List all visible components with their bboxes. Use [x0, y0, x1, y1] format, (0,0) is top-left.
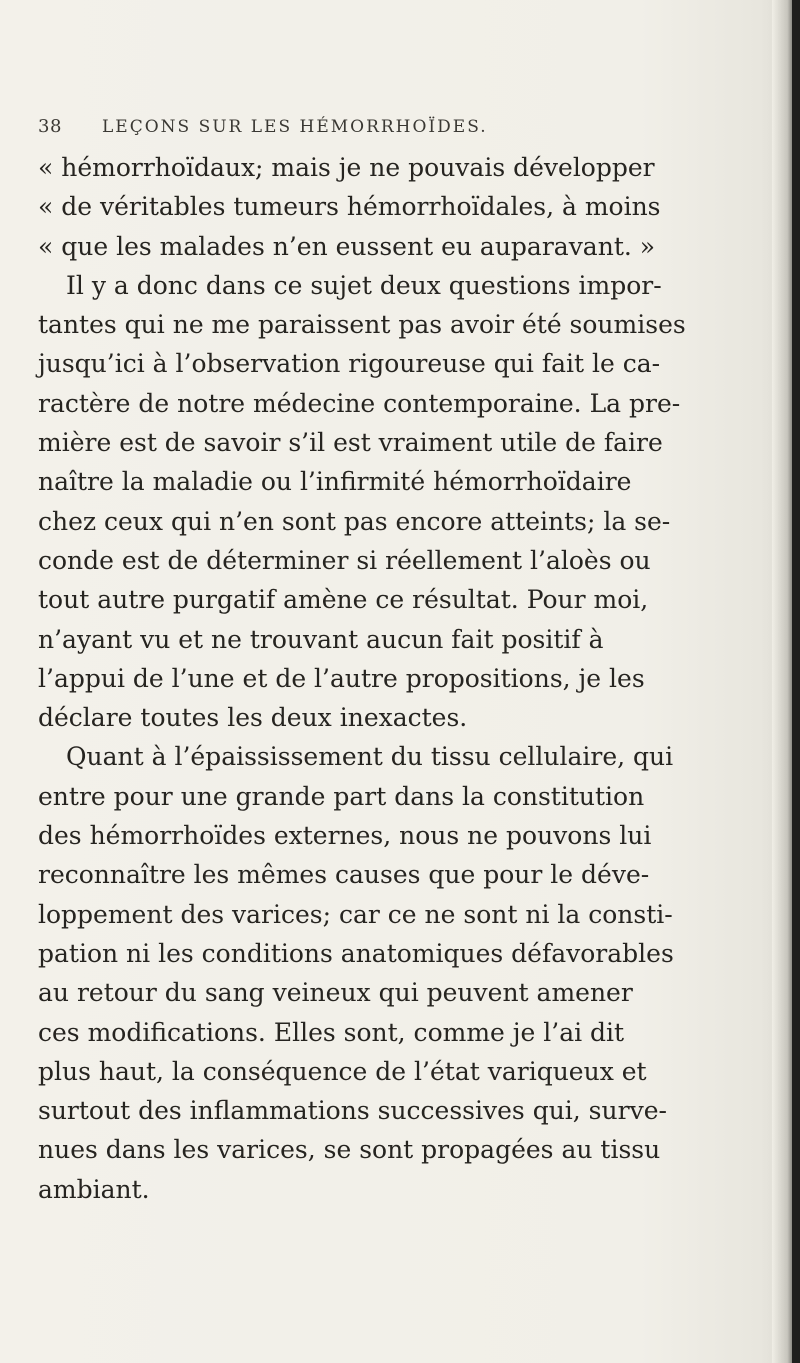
text-line: « hémorrhoïdaux; mais je ne pouvais développer	[38, 153, 655, 182]
text-line: Il y a donc dans ce sujet deux questions impor-	[66, 270, 662, 300]
text-line: « de véritables tumeurs hémorrhoïdales, à moins	[38, 192, 661, 222]
page-number: 38	[38, 116, 62, 137]
running-head	[38, 116, 758, 146]
text-line: reconnaître les mêmes causes que pour le déve-	[38, 860, 650, 890]
text-line: « que les malades n’en eussent eu auparavant. »	[38, 231, 656, 261]
paragraph	[38, 148, 758, 266]
book-spine-shadow	[772, 0, 800, 1363]
text-line: l’appui de l’une et de l’autre propositions, je les	[38, 663, 645, 693]
text-line: pation ni les conditions anatomiques défavorables	[38, 938, 674, 968]
text-line: ractère de notre médecine contemporaine. La pre-	[38, 388, 681, 418]
text-line: naître la maladie ou l’infirmité hémorrhoïdaire	[38, 467, 632, 497]
text-line: nues dans les varices, se sont propagées au tissu	[38, 1135, 661, 1165]
text-line: ambiant.	[38, 1174, 150, 1204]
book-spine-edge	[792, 0, 800, 1363]
text-line: Quant à l’épaississement du tissu cellulaire, qui	[66, 742, 674, 772]
text-line: n’ayant vu et ne trouvant aucun fait positif à	[38, 624, 604, 654]
page-content	[38, 116, 758, 1209]
text-line: déclare toutes les deux inexactes.	[38, 703, 468, 733]
text-line: jusqu’ici à l’observation rigoureuse qui fait le ca-	[38, 349, 661, 379]
running-title: LEÇONS SUR LES HÉMORRHOÏDES.	[102, 117, 488, 137]
text-line: entre pour une grande part dans la constitution	[38, 781, 645, 811]
text-line: des hémorrhoïdes externes, nous ne pouvons lui	[38, 821, 652, 851]
paragraph	[38, 737, 758, 1209]
text-line: loppement des varices; car ce ne sont ni la consti-	[38, 899, 673, 929]
text-line: au retour du sang veineux qui peuvent amener	[38, 978, 633, 1008]
text-line: mière est de savoir s’il est vraiment utile de faire	[38, 428, 663, 458]
body-text	[38, 148, 758, 1209]
text-line: surtout des inflammations successives qui, surve-	[38, 1096, 667, 1126]
text-line: chez ceux qui n’en sont pas encore atteints; la se-	[38, 506, 671, 536]
text-line: tout autre purgatif amène ce résultat. Pour moi,	[38, 585, 649, 615]
text-line: conde est de déterminer si réellement l’aloès ou	[38, 545, 651, 575]
text-line: tantes qui ne me paraissent pas avoir été soumises	[38, 310, 686, 340]
text-line: ces modifications. Elles sont, comme je l’ai dit	[38, 1017, 625, 1047]
text-line: plus haut, la conséquence de l’état variqueux et	[38, 1056, 647, 1086]
paragraph	[38, 266, 758, 738]
